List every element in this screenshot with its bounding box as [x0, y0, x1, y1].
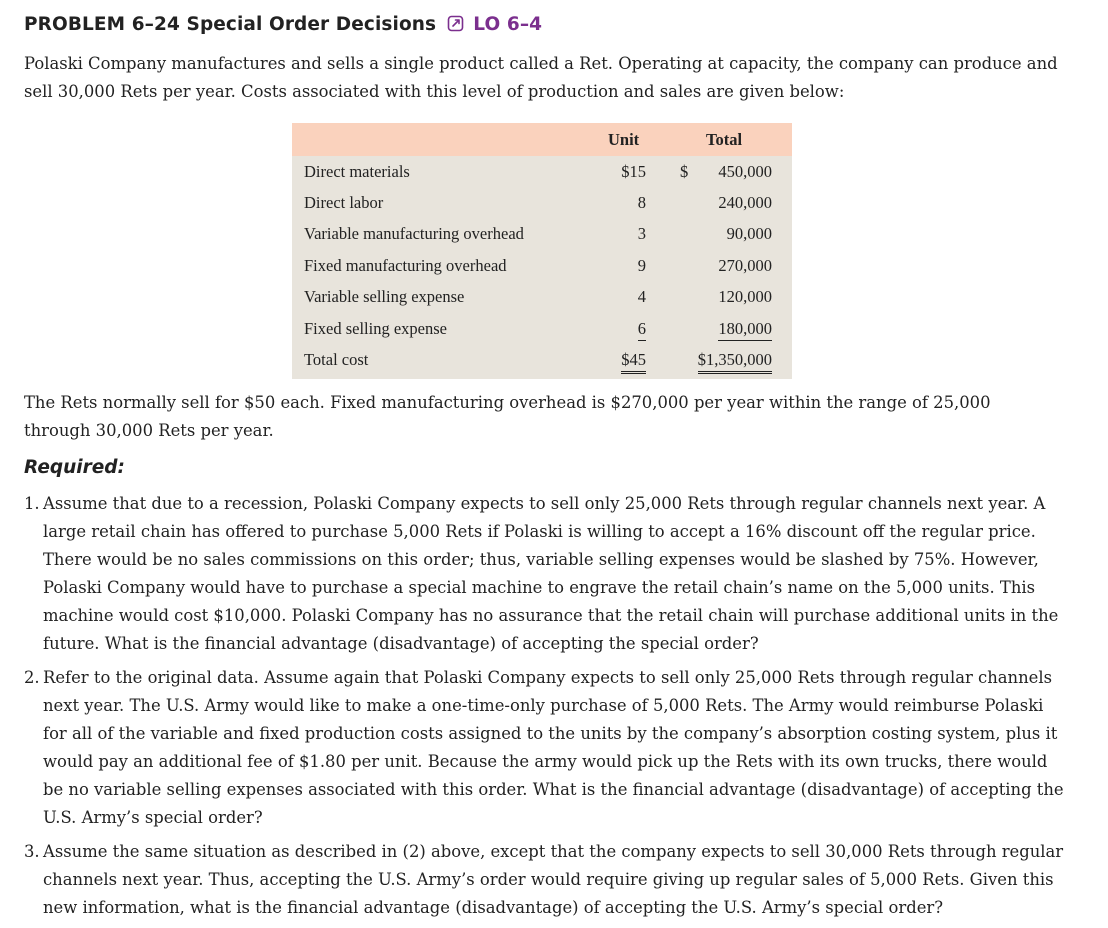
- row-total-cost: 270,000: [718, 256, 772, 275]
- row-label: Variable manufacturing overhead: [304, 224, 524, 243]
- intro-paragraph: Polaski Company manufactures and sells a single product called a Ret. Operating at capacity, the company can produce and sell 30,000 Rets per year. Costs associated with this level of production and sales are given below:: [24, 54, 1058, 101]
- cost-table: [292, 123, 792, 379]
- row-total-cost: 120,000: [718, 287, 772, 306]
- cost-table-header: [292, 123, 792, 156]
- item-text: Refer to the original data. Assume again that Polaski Company expects to sell only 25,000 Rets through regular channels next year. The U.S. Army would like to make a one-time-only purchase of 5,000 Rets. The Army would reimburse Polaski for all of the variable and fixed production costs assigned to the units by the company’s absorption costing system, plus it would pay an additional fee of $1.80 per unit. Because the army would pick up the Rets with its own trucks, there would be no variable selling expenses associated with this order. What is the financial advantage (disadvantage) of accepting the U.S. Army’s special order?: [43, 668, 1064, 827]
- table-row: [292, 157, 792, 188]
- list-item: [24, 490, 1069, 658]
- row-total-cost: 240,000: [718, 193, 772, 212]
- table-row: [292, 251, 792, 282]
- list-item: [24, 838, 1069, 922]
- table-row-total: [292, 345, 792, 376]
- row-total-cost: 180,000: [718, 319, 772, 341]
- row-total-cost: 90,000: [726, 224, 772, 243]
- row-label: Direct materials: [304, 162, 410, 181]
- item-text: Assume that due to a recession, Polaski Company expects to sell only 25,000 Rets through regular channels next year. A large retail chain has offered to purchase 5,000 Rets if Polaski is willing to accept a 16% discount off the regular price. There would be no sales commissions on this order; thus, variable selling expenses would be slashed by 75%. However, Polaski Company would have to purchase a special machine to engrave the retail chain’s name on the 5,000 units. This machine would cost $10,000. Polaski Company has no assurance that the retail chain will purchase additional units in the future. What is the financial advantage (disadvantage) of accepting the special order?: [43, 494, 1059, 653]
- row-unit-cost: $15: [621, 162, 646, 181]
- table-row: [292, 282, 792, 313]
- row-dollar-sign: $: [680, 162, 689, 181]
- row-label: Total cost: [304, 350, 369, 369]
- problem-title-text: PROBLEM 6–24 Special Order Decisions: [24, 14, 437, 35]
- problem-title: [24, 14, 542, 35]
- row-unit-cost: 9: [637, 256, 646, 275]
- external-link-icon[interactable]: [447, 15, 464, 32]
- list-item: [24, 664, 1069, 832]
- item-number: 3.: [24, 842, 40, 861]
- table-row: [292, 314, 792, 345]
- row-unit-cost: 6: [638, 319, 646, 341]
- row-total-cost: 450,000: [718, 162, 772, 181]
- learning-objective-link[interactable]: LO 6–4: [473, 14, 543, 35]
- row-unit-cost: 4: [637, 287, 646, 306]
- row-label: Direct labor: [304, 193, 384, 212]
- unit-column-header: Unit: [608, 130, 640, 149]
- row-unit-cost: 3: [637, 224, 646, 243]
- total-column-header: Total: [706, 130, 743, 149]
- item-text: Assume the same situation as described in (2) above, except that the company expects to sell 30,000 Rets through regular channels next year. Thus, accepting the U.S. Army’s order would require giving up regular sales of 5,000 Rets. Given this new information, what is the financial advantage (disadvantage) of accepting the U.S. Army’s special order?: [43, 842, 1064, 917]
- item-number: 2.: [24, 668, 40, 687]
- required-heading: Required:: [24, 457, 125, 478]
- row-label: Fixed selling expense: [304, 319, 447, 338]
- row-total-cost: $1,350,000: [698, 350, 772, 374]
- row-unit-cost: 8: [637, 193, 646, 212]
- row-label: Variable selling expense: [304, 287, 465, 306]
- table-row: [292, 219, 792, 250]
- row-label: Fixed manufacturing overhead: [304, 256, 507, 275]
- row-unit-cost: $45: [621, 350, 646, 374]
- required-list: [24, 490, 1069, 928]
- item-number: 1.: [24, 494, 40, 513]
- price-note-paragraph: The Rets normally sell for $50 each. Fixed manufacturing overhead is $270,000 per year within the range of 25,000 through 30,000 Rets per year.: [24, 393, 991, 440]
- table-row: [292, 188, 792, 219]
